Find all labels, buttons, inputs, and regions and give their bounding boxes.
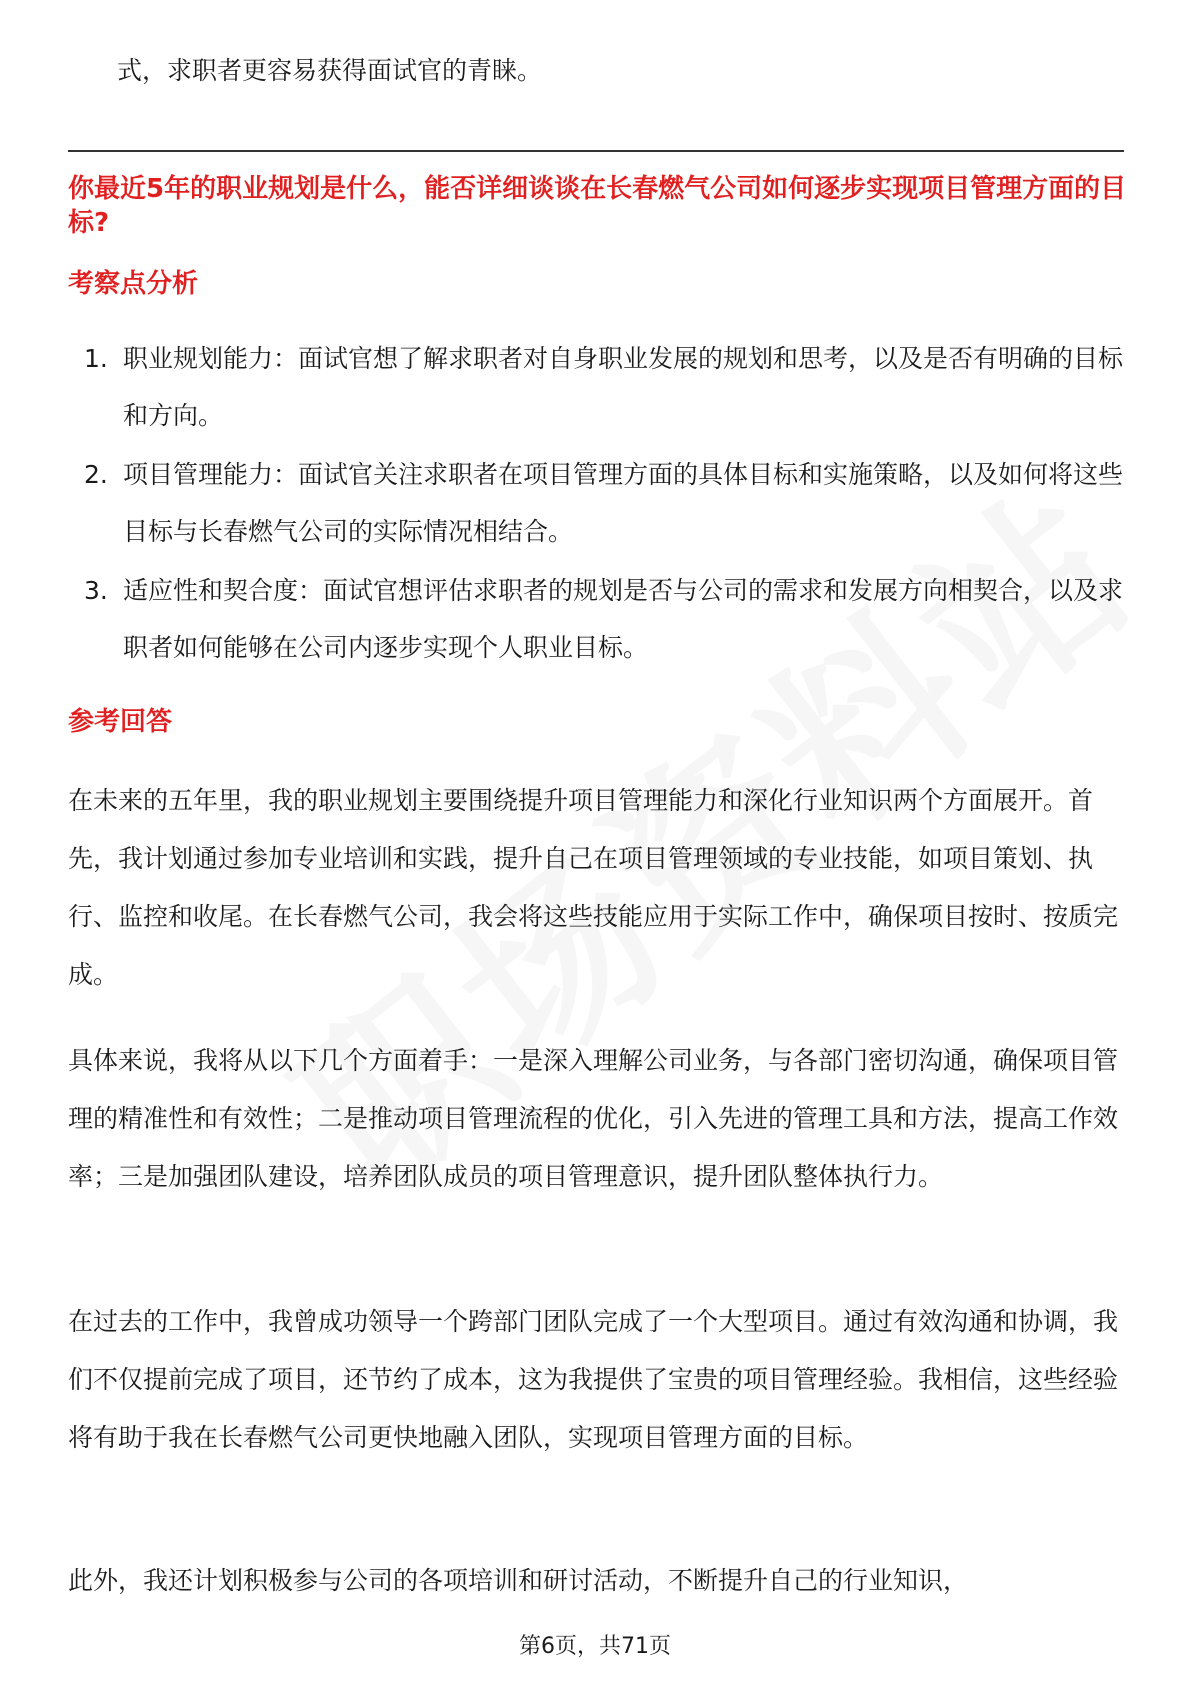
interview-question: 你最近5年的职业规划是什么，能否详细谈谈在长春燃气公司如何逐步实现项目管理方面的目标? — [68, 174, 1127, 238]
section-divider — [68, 150, 1124, 152]
analysis-point-list — [0, 330, 1190, 678]
point-number: 2. — [84, 460, 108, 489]
continuation-paragraph: 式，求职者更容易获得面试官的青睐。 — [117, 56, 543, 85]
point-text: 职业规划能力：面试官想了解求职者对自身职业发展的规划和思考，以及是否有明确的目标和方向。 — [123, 344, 1124, 430]
page-footer: 第6页，共71页 — [519, 1634, 671, 1659]
analysis-point — [0, 446, 1123, 560]
answer-paragraph: 具体来说，我将从以下几个方面着手：一是深入理解公司业务，与各部门密切沟通，确保项目管理的精准性和有效性；二是推动项目管理流程的优化，引入先进的管理工具和方法，提高工作效率；三是加强团队建设，培养团队成员的项目管理意识，提升团队整体执行力。 — [68, 1046, 1119, 1191]
analysis-point — [0, 562, 1123, 676]
point-number: 1. — [84, 344, 108, 373]
point-text: 项目管理能力：面试官关注求职者在项目管理方面的具体目标和实施策略，以及如何将这些目标与长春燃气公司的实际情况相结合。 — [123, 460, 1124, 546]
answer-heading: 参考回答 — [68, 707, 173, 737]
answer-paragraph: 此外，我还计划积极参与公司的各项培训和研讨活动，不断提升自己的行业知识， — [68, 1566, 969, 1595]
answer-paragraph: 在过去的工作中，我曾成功领导一个跨部门团队完成了一个大型项目。通过有效沟通和协调，我们不仅提前完成了项目，还节约了成本，这为我提供了宝贵的项目管理经验。我相信，这些经验将有助于我在长春燃气公司更快地融入团队，实现项目管理方面的目标。 — [68, 1307, 1119, 1452]
answer-paragraph: 在未来的五年里，我的职业规划主要围绕提升项目管理能力和深化行业知识两个方面展开。首先，我计划通过参加专业培训和实践，提升自己在项目管理领域的专业技能，如项目策划、执行、监控和收尾。在长春燃气公司，我会将这些技能应用于实际工作中，确保项目按时、按质完成。 — [68, 786, 1119, 989]
analysis-heading: 考察点分析 — [68, 269, 199, 299]
point-text: 适应性和契合度：面试官想评估求职者的规划是否与公司的需求和发展方向相契合，以及求职者如何能够在公司内逐步实现个人职业目标。 — [123, 576, 1124, 662]
analysis-point — [0, 330, 1123, 444]
point-number: 3. — [84, 576, 108, 605]
